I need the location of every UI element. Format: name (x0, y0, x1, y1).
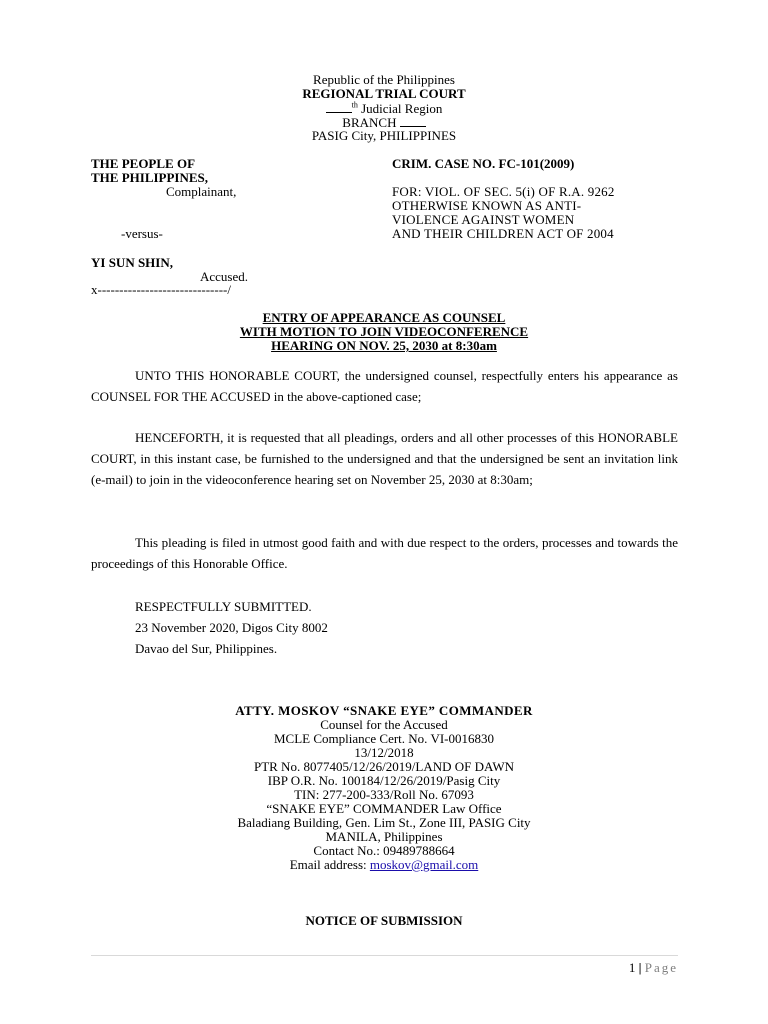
tin-roll: TIN: 277-200-333/Roll No. 67093 (294, 787, 474, 802)
people-line2: THE PHILIPPINES, (91, 170, 209, 185)
people-line1: THE PEOPLE OF (91, 156, 196, 171)
counsel-name: ATTY. MOSKOV “SNAKE EYE” COMMANDER (235, 703, 533, 718)
law-office: “SNAKE EYE” COMMANDER Law Office (266, 801, 502, 816)
ibp-number: IBP O.R. No. 100184/12/26/2019/Pasig City (267, 773, 501, 788)
case-number: CRIM. CASE NO. FC-101(2009) (392, 156, 575, 171)
accused-role: Accused. (200, 269, 249, 284)
region-blank (326, 101, 352, 113)
province: Davao del Sur, Philippines. (135, 641, 278, 656)
header-republic: Republic of the Philippines (313, 72, 455, 87)
email-label: Email address: (289, 857, 370, 872)
mcle-date: 13/12/2018 (354, 745, 414, 760)
notice-of-submission: NOTICE OF SUBMISSION (305, 913, 463, 928)
branch-label: BRANCH (342, 115, 397, 130)
branch-blank (400, 115, 426, 127)
paragraph-request: HENCEFORTH, it is requested that all pleadings, orders and all other processes of this HONORABLE COURT, in this instant case, be furnished to the undersigned and that the undersigned be sent an invitation link (e-mail) to join in the videoconference hearing set on November 25, 2030 at 8:30am; (91, 430, 678, 487)
page-footer (629, 960, 678, 976)
accused-name: YI SUN SHIN, (91, 255, 173, 270)
region-text: Judicial Region (357, 101, 443, 116)
contact-number: Contact No.: 09489788664 (313, 843, 455, 858)
mcle-cert: MCLE Compliance Cert. No. VI-0016830 (273, 731, 494, 746)
complainant-label: Complainant, (166, 184, 237, 199)
page-separator: | (638, 960, 642, 975)
header-court: REGIONAL TRIAL COURT (302, 86, 466, 101)
email-link[interactable]: moskov@gmail.com (369, 857, 479, 872)
title-line1: ENTRY OF APPEARANCE AS COUNSEL (262, 310, 506, 325)
paragraph-good-faith: This pleading is filed in utmost good faith and with due respect to the orders, processes and towards the proceedings of this Honorable Office. (91, 535, 678, 571)
header-city: PASIG City, PHILIPPINES (311, 128, 457, 143)
title-line2: WITH MOTION TO JOIN VIDEOCONFERENCE (239, 324, 529, 339)
date-place: 23 November 2020, Digos City 8002 (135, 620, 328, 635)
counsel-role: Counsel for the Accused (320, 717, 448, 732)
case-for-line4: AND THEIR CHILDREN ACT OF 2004 (392, 226, 614, 241)
office-address: Baladiang Building, Gen. Lim St., Zone III, PASIG City (237, 815, 531, 830)
ptr-number: PTR No. 8077405/12/26/2019/LAND OF DAWN (253, 759, 515, 774)
case-for-line2: OTHERWISE KNOWN AS ANTI- (392, 198, 582, 213)
paragraph-appearance: UNTO THIS HONORABLE COURT, the undersigned counsel, respectfully enters his appearance as COUNSEL FOR THE ACCUSED in the above-captioned case; (91, 368, 678, 404)
office-city: MANILA, Philippines (325, 829, 443, 844)
versus-label: -versus- (121, 226, 163, 241)
page-number: 1 (628, 960, 636, 975)
email-line (0, 858, 768, 872)
respectfully-submitted: RESPECTFULLY SUBMITTED. (135, 599, 312, 614)
title-line3: HEARING ON NOV. 25, 2030 at 8:30am (271, 338, 497, 353)
case-for-line3: VIOLENCE AGAINST WOMEN (392, 212, 575, 227)
region-suffix: th (351, 100, 358, 110)
header-region (0, 101, 768, 116)
caption-closing: x------------------------------/ (91, 282, 231, 297)
footer-divider (91, 955, 678, 956)
case-for-line1: FOR: VIOL. OF SEC. 5(i) OF R.A. 9262 (392, 184, 615, 199)
page-label: Page (644, 960, 678, 975)
